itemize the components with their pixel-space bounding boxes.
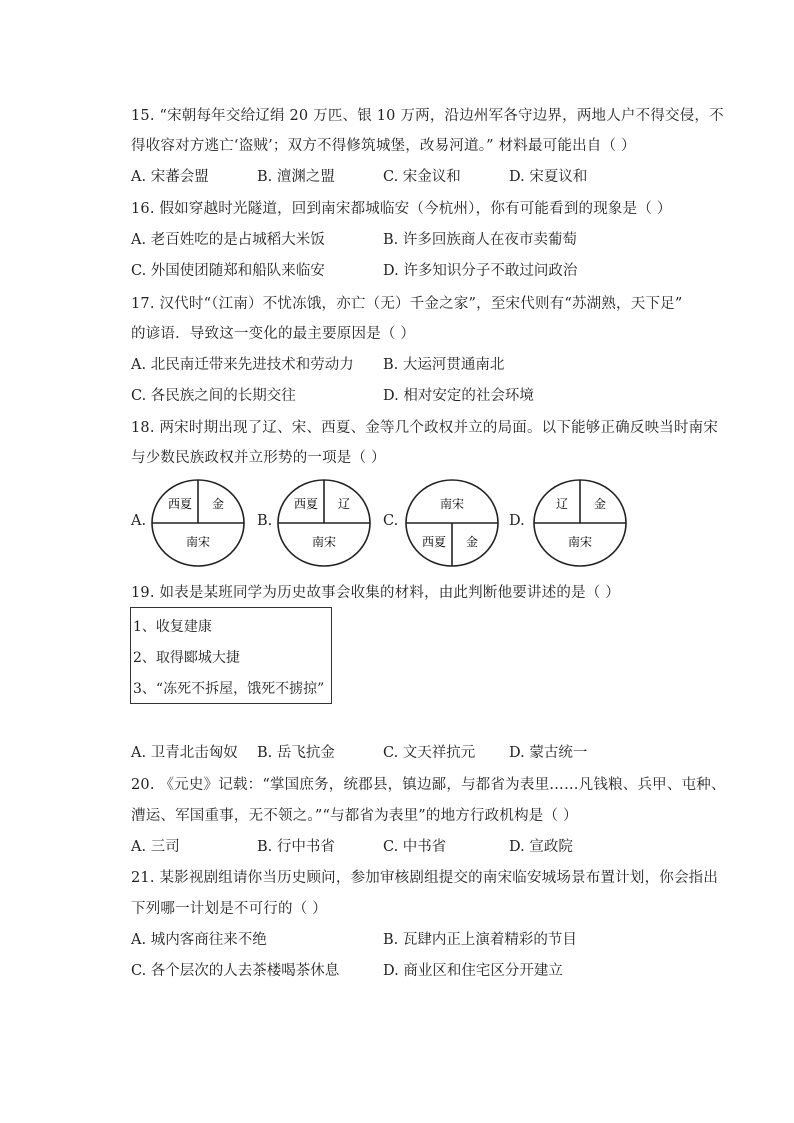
q18-option-c-letter: C.: [383, 513, 399, 529]
q17-stem-line2: 的谚语．导致这一变化的最主要原因是（ ）: [131, 326, 416, 342]
q18-d-bottom: 南宋: [567, 535, 593, 549]
q18-diagram-b: [276, 478, 372, 568]
q19-option-d: D. 蒙古统一: [509, 745, 588, 761]
q21-stem-line1: 21. 某影视剧组请你当历史顾问，参加审核剧组提交的南宋临安城场景布置计划，你会指出: [131, 870, 719, 886]
q18-c-bottom-left: 西夏: [421, 535, 447, 549]
q18-stem-line1: 18. 两宋时期出现了辽、宋、西夏、金等几个政权并立的局面。以下能够正确反映当时南宋: [131, 420, 719, 436]
q18-diagram-a: [150, 478, 246, 568]
q16-option-b: B. 许多回族商人在夜市卖葡萄: [383, 232, 577, 248]
q16-stem-line1: 16. 假如穿越时光隧道，回到南宋都城临安（今杭州），你有可能看到的现象是（ ）: [131, 201, 672, 217]
q19-box-item-1: 1、收复建康: [133, 619, 212, 635]
q19-material-box: [130, 607, 332, 704]
q17-option-b: B. 大运河贯通南北: [383, 357, 505, 373]
q17-option-d: D. 相对安定的社会环境: [383, 388, 534, 404]
q19-stem-line1: 19. 如表是某班同学为历史故事会收集的材料，由此判断他要讲述的是（ ）: [131, 585, 620, 601]
q18-option-a-letter: A.: [131, 513, 147, 529]
q19-option-b: B. 岳飞抗金: [257, 745, 335, 761]
q15-option-d: D. 宋夏议和: [509, 169, 588, 185]
q19-box-item-2: 2、取得郾城大捷: [133, 650, 240, 666]
q18-stem-line2: 与少数民族政权并立形势的一项是（ ）: [131, 450, 386, 466]
q17-option-c: C. 各民族之间的长期交往: [131, 388, 296, 404]
q18-c-top: 南宋: [439, 497, 465, 511]
q21-option-c: C. 各个层次的人去茶楼喝茶休息: [131, 963, 340, 979]
q18-diagram-c: [404, 478, 500, 568]
q16-option-a: A. 老百姓吃的是占城稻大米饭: [131, 232, 325, 248]
q20-option-a: A. 三司: [131, 839, 180, 855]
q18-d-top-left: 辽: [555, 497, 569, 511]
q16-option-c: C. 外国使团随郑和船队来临安: [131, 263, 325, 279]
q18-b-top-right: 辽: [337, 497, 351, 511]
q18-a-top-right: 金: [211, 497, 225, 511]
q19-box-item-3: 3、“冻死不拆屋，饿死不掳掠”: [133, 681, 325, 697]
q15-option-b: B. 澶渊之盟: [257, 169, 335, 185]
q17-stem-line1: 17. 汉代时“（江南）不忧冻饿，亦亡（无）千金之家”，至宋代则有“苏湖熟，天下足”: [131, 296, 683, 312]
q21-option-d: D. 商业区和住宅区分开建立: [383, 963, 563, 979]
q20-option-c: C. 中书省: [383, 839, 447, 855]
q20-stem-line1: 20. 《元史》记载：“掌国庶务，统郡县，镇边鄙，与都省为表里……凡钱粮、兵甲、屯种、: [131, 777, 726, 793]
q15-option-a: A. 宋蕃会盟: [131, 169, 209, 185]
q21-option-b: B. 瓦肆内正上演着精彩的节目: [383, 932, 577, 948]
q20-option-d: D. 宣政院: [509, 839, 573, 855]
q19-option-a: A. 卫青北击匈奴: [131, 745, 238, 761]
q18-b-top-left: 西夏: [293, 497, 319, 511]
q18-option-d-letter: D.: [509, 513, 525, 529]
q18-d-top-right: 金: [593, 497, 607, 511]
q15-option-c: C. 宋金议和: [383, 169, 461, 185]
q15-stem-line2: 得收容对方逃亡‘盗贼’；双方不得修筑城堡，改易河道。” 材料最可能出自（ ）: [131, 138, 636, 154]
q21-option-a: A. 城内客商往来不绝: [131, 932, 267, 948]
q18-b-bottom: 南宋: [311, 535, 337, 549]
q16-option-d: D. 许多知识分子不敢过问政治: [383, 263, 578, 279]
q17-option-a: A. 北民南迁带来先进技术和劳动力: [131, 357, 354, 373]
q20-option-b: B. 行中书省: [257, 839, 335, 855]
q18-c-bottom-right: 金: [465, 535, 479, 549]
q15-stem-line1: 15. “宋朝每年交给辽绢 20 万匹、银 10 万两，沿边州军各守边界，两地人户不得交侵，不: [131, 108, 724, 124]
q18-diagram-d: [532, 478, 628, 568]
q18-a-bottom: 南宋: [185, 535, 211, 549]
q21-stem-line2: 下列哪一计划是不可行的（ ）: [131, 901, 327, 917]
q20-stem-line2: 漕运、军国重事，无不领之。”“与都省为表里”的地方行政机构是（ ）: [131, 808, 578, 824]
q18-option-b-letter: B.: [257, 513, 273, 529]
q18-a-top-left: 西夏: [167, 497, 193, 511]
q19-option-c: C. 文天祥抗元: [383, 745, 476, 761]
